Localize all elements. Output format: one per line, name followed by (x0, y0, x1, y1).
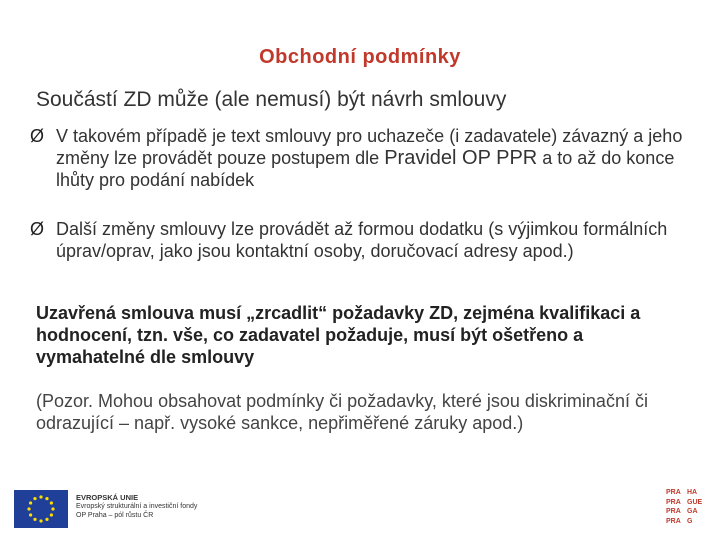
bullet-item-2 (30, 218, 700, 262)
arrow-bullet-icon: Ø (30, 219, 45, 239)
eu-line-1: Evropský strukturální a investiční fondy (76, 503, 198, 510)
praha-logo-text: G (687, 517, 693, 525)
slide-title: Obchodní podmínky (259, 46, 461, 68)
bullet-text-1-emphasis: Pravidel OP PPR (384, 147, 538, 169)
arrow-bullet-icon: Ø (30, 126, 45, 146)
praha-logo-text: HA (687, 489, 698, 496)
praha-logo-text: GA (687, 508, 698, 515)
praha-logo-text: PRA (666, 508, 681, 515)
eu-funding-text (76, 493, 197, 520)
eu-line-2: OP Praha – pól růstu ČR (76, 512, 154, 519)
bullet-text-1-main: V takovém případě je text smlouvy pro uchazeče (i zadavatele) závazný a jeho změny lze provádět pouze postupem dle (56, 126, 683, 168)
praha-logo (666, 488, 708, 526)
bullet-text-1-end: a to až do konce lhůty pro podání nabídek (56, 148, 675, 190)
praha-logo-text: GUE (687, 498, 703, 506)
footer (0, 485, 720, 540)
eu-title: EVROPSKÁ UNIE (76, 493, 139, 502)
slide-subtitle: Součástí ZD může (ale nemusí) být návrh smlouvy (36, 88, 507, 111)
note-paragraph: (Pozor. Mohou obsahovat podmínky či požadavky, které jsou diskriminační či odrazující – např. vysoké sankce, nepřiměřené záruky apod.) (36, 391, 648, 433)
bold-paragraph: Uzavřená smlouva musí „zrcadlit“ požadavky ZD, zejména kvalifikaci a hodnocení, tzn. vše, co zadavatel požaduje, musí být ošetřeno a vymahatelné dle smlouvy (36, 303, 641, 367)
bullet-text-1 (56, 125, 700, 191)
bullet-item-1 (30, 125, 700, 191)
bullet-text-2: Další změny smlouvy lze provádět až formou dodatku (s výjimkou formálních úprav/oprav, jako jsou kontaktní osoby, doručovací adresy apod.) (56, 219, 668, 261)
praha-logo-text: PRA (666, 489, 681, 496)
eu-flag-icon (14, 490, 68, 528)
praha-logo-text: PRA (666, 517, 681, 525)
praha-logo-text: PRA (666, 498, 681, 506)
